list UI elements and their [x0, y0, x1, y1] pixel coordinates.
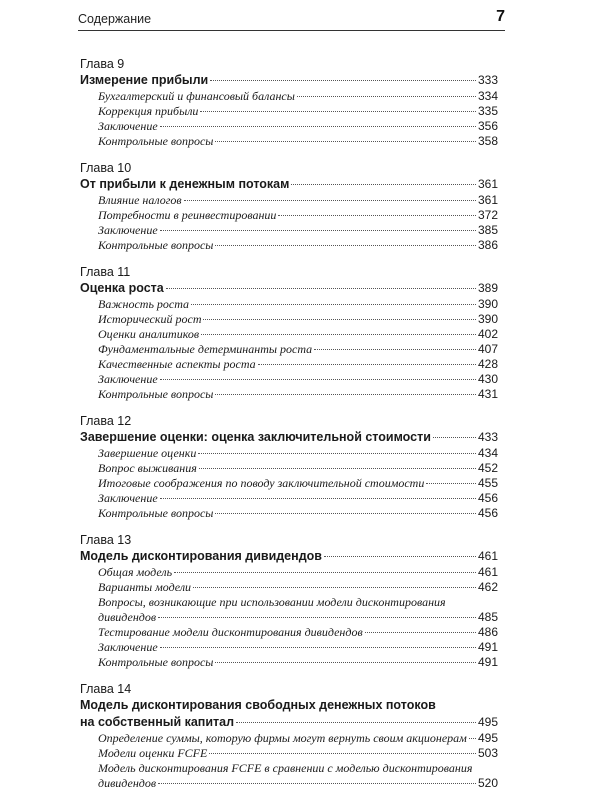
page-ref: 372: [477, 208, 498, 222]
toc-entry[interactable]: [80, 208, 498, 223]
dot-leader: [174, 572, 476, 573]
page-ref: 407: [477, 342, 498, 356]
toc-entry-text: Бухгалтерский и финансовый балансы: [98, 89, 295, 103]
page-ref: 431: [477, 387, 498, 401]
toc-entry-text: Заключение: [98, 372, 158, 386]
toc-entry[interactable]: [80, 193, 498, 208]
toc-entry-text: Коррекция прибыли: [98, 104, 199, 118]
toc-entry[interactable]: [80, 387, 498, 402]
toc-chapter-title[interactable]: [80, 72, 498, 89]
chapter-block: [80, 413, 498, 521]
toc-entry[interactable]: [80, 655, 498, 670]
toc-entry-line[interactable]: Вопросы, возникающие при использовании модели дисконтирования: [98, 595, 446, 609]
dot-leader: [291, 184, 476, 185]
dot-leader: [191, 304, 476, 305]
chapter-label: Глава 14: [80, 682, 132, 696]
toc-entry[interactable]: [80, 625, 498, 640]
toc-entry-text: Фундаментальные детерминанты роста: [98, 342, 313, 356]
page-ref: 361: [477, 177, 498, 191]
dot-leader: [215, 394, 476, 395]
toc-entry-text: дивидендов: [98, 776, 157, 790]
page-ref: 390: [477, 297, 498, 311]
running-head: Содержание: [78, 12, 152, 26]
chapter-label: Глава 9: [80, 57, 125, 71]
dot-leader: [365, 632, 476, 633]
toc-entry[interactable]: [80, 119, 498, 134]
toc-entry-text: Заключение: [98, 223, 158, 237]
toc-entry[interactable]: [80, 491, 498, 506]
toc-entry[interactable]: [80, 357, 498, 372]
dot-leader: [158, 617, 476, 618]
chapter-title-text: Завершение оценки: оценка заключительной стоимости: [80, 430, 431, 444]
toc-entry[interactable]: [80, 506, 498, 521]
dot-leader: [160, 647, 476, 648]
dot-leader: [160, 126, 476, 127]
page-ref: 461: [477, 565, 498, 579]
page-ref: 430: [477, 372, 498, 386]
page-ref: 452: [477, 461, 498, 475]
page-ref: 402: [477, 327, 498, 341]
toc-chapter-title[interactable]: [80, 714, 498, 731]
toc-entry[interactable]: [80, 223, 498, 238]
page-ref: 433: [477, 430, 498, 444]
chapter-label: Глава 10: [80, 161, 132, 175]
page-ref: 356: [477, 119, 498, 133]
toc-entry-text: дивидендов: [98, 610, 157, 624]
page-ref: 503: [477, 746, 498, 760]
toc-entry-text: Контрольные вопросы: [98, 134, 214, 148]
chapter-block: [80, 681, 498, 791]
page-ref: 462: [477, 580, 498, 594]
toc-entry[interactable]: [80, 610, 498, 625]
toc-entry[interactable]: [80, 776, 498, 791]
page-ref: 386: [477, 238, 498, 252]
dot-leader: [258, 364, 476, 365]
dot-leader: [210, 80, 476, 81]
dot-leader: [278, 215, 476, 216]
dot-leader: [433, 437, 476, 438]
page-ref: 333: [477, 73, 498, 87]
toc-entry-text: Заключение: [98, 640, 158, 654]
toc-chapter-title[interactable]: [80, 429, 498, 446]
toc-entry-text: Влияние налогов: [98, 193, 182, 207]
dot-leader: [215, 245, 476, 246]
toc-entry[interactable]: [80, 297, 498, 312]
page-ref: 358: [477, 134, 498, 148]
chapter-title-text: на собственный капитал: [80, 715, 235, 729]
toc-entry-text: Модели оценки FCFE: [98, 746, 208, 760]
dot-leader: [160, 498, 476, 499]
dot-leader: [215, 513, 476, 514]
toc-entry[interactable]: [80, 476, 498, 491]
dot-leader: [193, 587, 476, 588]
toc-entry[interactable]: [80, 746, 498, 761]
dot-leader: [324, 556, 476, 557]
page-ref: 434: [477, 446, 498, 460]
dot-leader: [426, 483, 476, 484]
chapter-title-text: Оценка роста: [80, 281, 164, 295]
toc-entry[interactable]: [80, 565, 498, 580]
toc-chapter-title[interactable]: [80, 548, 498, 565]
dot-leader: [200, 111, 476, 112]
toc-entry-line[interactable]: Модель дисконтирования FCFE в сравнении с моделью дисконтирования: [98, 761, 473, 775]
dot-leader: [198, 453, 476, 454]
dot-leader: [158, 783, 476, 784]
chapter-title-text: От прибыли к денежным потокам: [80, 177, 290, 191]
dot-leader: [201, 334, 476, 335]
chapter-label: Глава 12: [80, 414, 132, 428]
page-ref: 495: [477, 715, 498, 729]
toc-entry-text: Исторический рост: [98, 312, 202, 326]
page-ref: 485: [477, 610, 498, 624]
toc-entry[interactable]: [80, 342, 498, 357]
chapter-label: Глава 13: [80, 533, 132, 547]
page-ref: 520: [477, 776, 498, 790]
dot-leader: [199, 468, 476, 469]
toc-entry[interactable]: [80, 89, 498, 104]
toc-entry-text: Контрольные вопросы: [98, 238, 214, 252]
toc-entry-text: Итоговые соображения по поводу заключительной стоимости: [98, 476, 425, 490]
page-ref: 486: [477, 625, 498, 639]
toc-entry-text: Вопрос выживания: [98, 461, 197, 475]
toc-entry-text: Контрольные вопросы: [98, 655, 214, 669]
toc-entry-text: Тестирование модели дисконтирования дивидендов: [98, 625, 363, 639]
toc-entry-text: Потребности в реинвестировании: [98, 208, 277, 222]
toc-entry[interactable]: [80, 134, 498, 149]
page-ref: 455: [477, 476, 498, 490]
page-ref: 361: [477, 193, 498, 207]
page-ref: 385: [477, 223, 498, 237]
dot-leader: [469, 738, 476, 739]
chapter-block: [80, 160, 498, 253]
toc-entry-text: Варианты модели: [98, 580, 192, 594]
dot-leader: [203, 319, 475, 320]
page-ref: 428: [477, 357, 498, 371]
dot-leader: [215, 662, 476, 663]
dot-leader: [297, 96, 476, 97]
page-number: 7: [496, 8, 505, 25]
page-ref: 390: [477, 312, 498, 326]
table-of-contents: [80, 56, 498, 802]
page-ref: 389: [477, 281, 498, 295]
chapter-title-line[interactable]: Модель дисконтирования свободных денежных потоков: [80, 698, 436, 712]
dot-leader: [215, 141, 476, 142]
page-ref: 456: [477, 491, 498, 505]
page-ref: 456: [477, 506, 498, 520]
toc-entry[interactable]: [80, 731, 498, 746]
dot-leader: [236, 722, 476, 723]
toc-entry-text: Контрольные вопросы: [98, 506, 214, 520]
toc-chapter-title[interactable]: [80, 176, 498, 193]
page-ref: 334: [477, 89, 498, 103]
toc-entry[interactable]: [80, 312, 498, 327]
toc-entry-text: Общая модель: [98, 565, 173, 579]
toc-entry[interactable]: [80, 327, 498, 342]
chapter-title-text: Модель дисконтирования дивидендов: [80, 549, 322, 563]
toc-entry[interactable]: [80, 372, 498, 387]
page-ref: 491: [477, 640, 498, 654]
toc-entry-text: Оценки аналитиков: [98, 327, 200, 341]
toc-entry[interactable]: [80, 640, 498, 655]
toc-entry[interactable]: [80, 580, 498, 595]
toc-entry-text: Качественные аспекты роста: [98, 357, 256, 371]
toc-entry-text: Определение суммы, которую фирмы могут вернуть своим акционерам: [98, 731, 467, 745]
page-header: [78, 8, 505, 31]
toc-entry[interactable]: [80, 238, 498, 253]
toc-chapter-title[interactable]: [80, 280, 498, 297]
page-ref: 461: [477, 549, 498, 563]
dot-leader: [209, 753, 476, 754]
chapter-title-text: Измерение прибыли: [80, 73, 209, 87]
dot-leader: [184, 200, 476, 201]
chapter-block: [80, 532, 498, 670]
dot-leader: [166, 288, 476, 289]
dot-leader: [314, 349, 476, 350]
chapter-block: [80, 56, 498, 149]
toc-entry[interactable]: [80, 461, 498, 476]
chapter-block: [80, 264, 498, 402]
page-ref: 335: [477, 104, 498, 118]
page-ref: 491: [477, 655, 498, 669]
toc-entry[interactable]: [80, 446, 498, 461]
page-ref: 495: [477, 731, 498, 745]
toc-entry-text: Заключение: [98, 119, 158, 133]
toc-entry-text: Заключение: [98, 491, 158, 505]
toc-entry[interactable]: [80, 104, 498, 119]
toc-entry-text: Завершение оценки: [98, 446, 197, 460]
toc-entry-text: Контрольные вопросы: [98, 387, 214, 401]
dot-leader: [160, 230, 476, 231]
dot-leader: [160, 379, 476, 380]
toc-entry-text: Важность роста: [98, 297, 190, 311]
chapter-label: Глава 11: [80, 265, 131, 279]
